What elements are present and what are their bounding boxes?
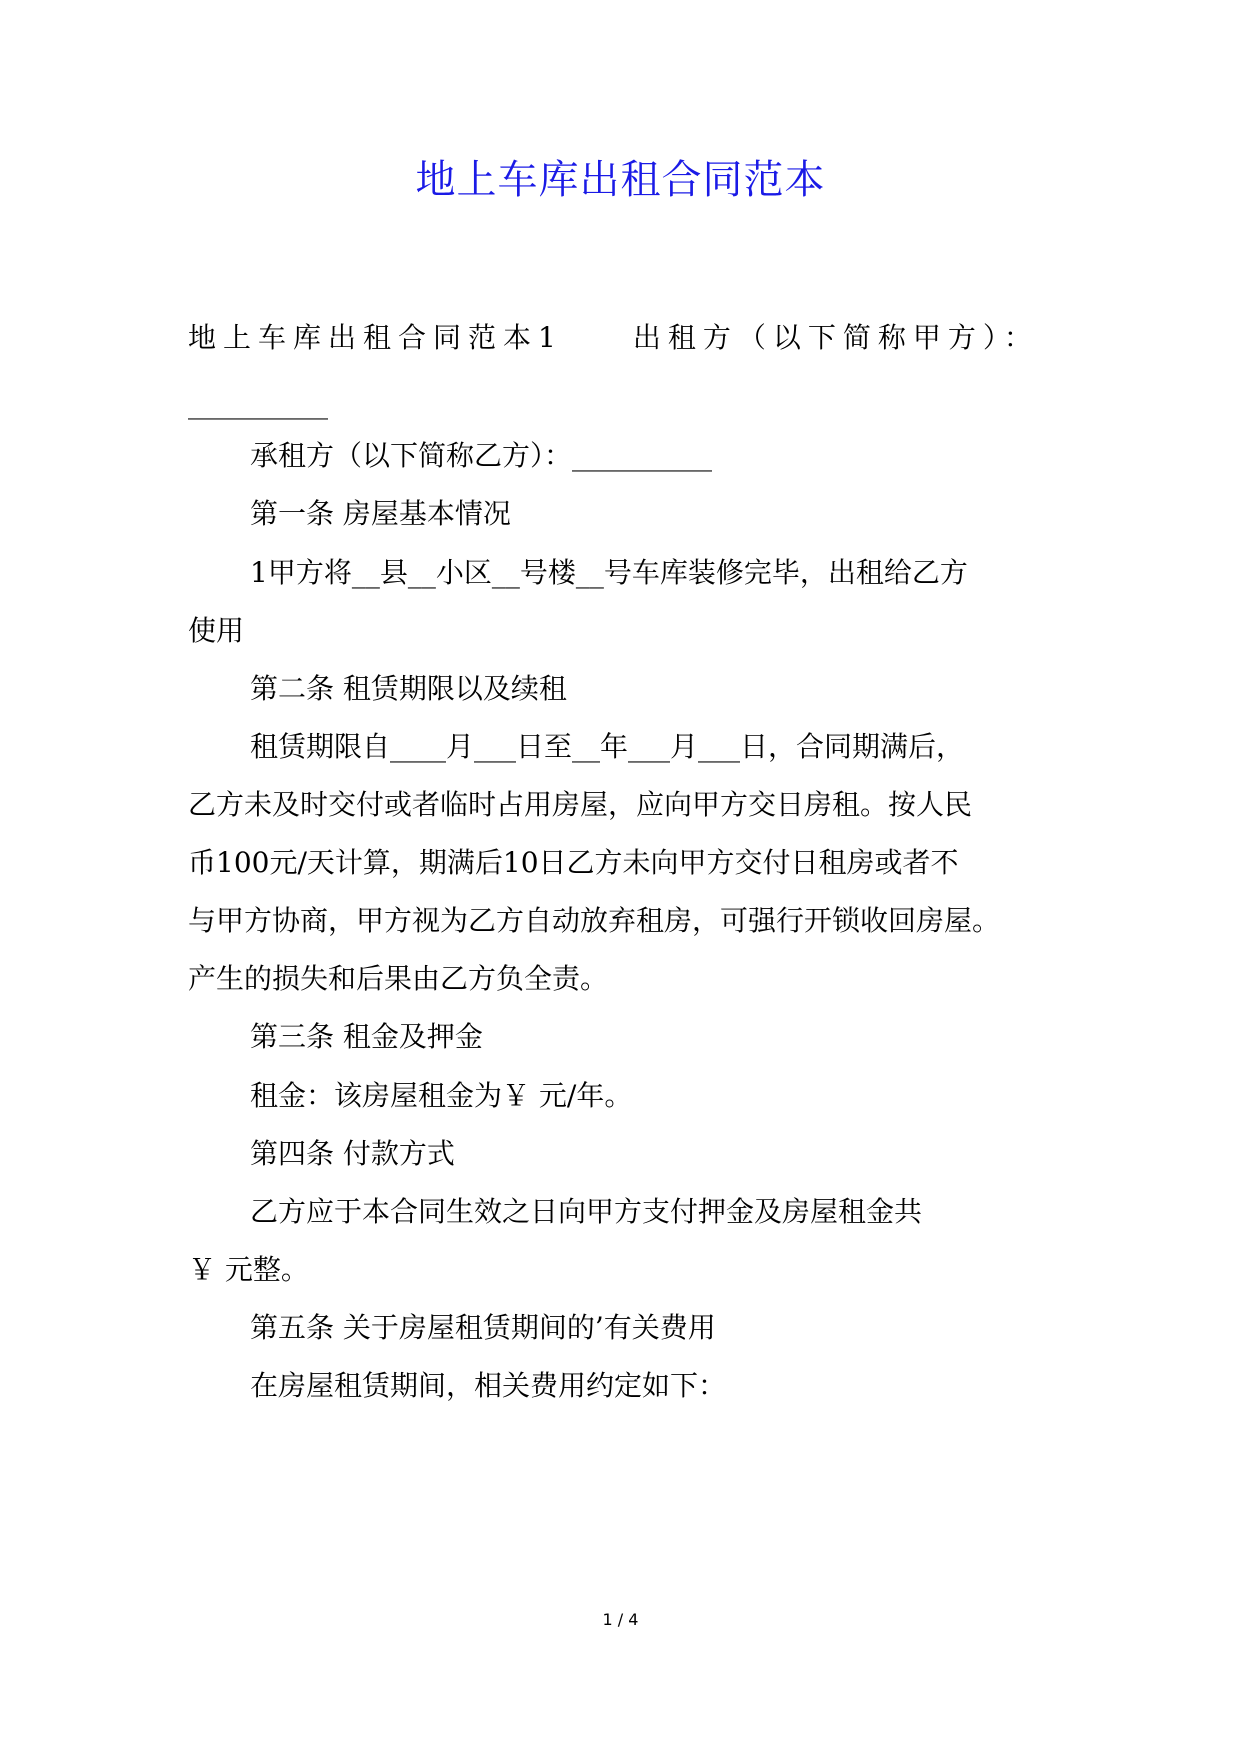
paragraph-line: ￥ 元整。 xyxy=(188,1253,309,1286)
paragraph-line: 租金：该房屋租金为￥ 元/年。 xyxy=(250,1079,633,1112)
paragraph-line: 产生的损失和后果由乙方负全责。 xyxy=(188,962,609,995)
section-heading: 第三条 租金及押金 xyxy=(250,1020,483,1053)
paragraph-line: 在房屋租赁期间，相关费用约定如下： xyxy=(250,1369,727,1402)
paragraph-line: 币100元/天计算，期满后10日乙方未向甲方交付日租房或者不 xyxy=(188,846,959,879)
section-heading: 第五条 关于房屋租赁期间的’有关费用 xyxy=(250,1311,716,1344)
paragraph-line: 租赁期限自____月___日至__年___月___日，合同期满后， xyxy=(250,730,965,763)
paragraph-line: 地上车库出租合同范本1 出租方（以下简称甲方）： xyxy=(188,321,1039,354)
document-title: 地上车库出租合同范本 xyxy=(415,157,826,203)
paragraph-line: 乙方未及时交付或者临时占用房屋，应向甲方交日房租。按人民 xyxy=(188,788,973,821)
paragraph-line: __________ xyxy=(188,387,328,420)
paragraph-line: 与甲方协商，甲方视为乙方自动放弃租房，可强行开锁收回房屋。 xyxy=(188,904,1001,937)
paragraph-line: 1甲方将__县__小区__号楼__号车库装修完毕，出租给乙方 xyxy=(250,556,968,589)
section-heading: 第一条 房屋基本情况 xyxy=(250,497,511,530)
paragraph-line: 使用 xyxy=(188,614,245,647)
section-heading: 第四条 付款方式 xyxy=(250,1137,455,1170)
paragraph-line: 乙方应于本合同生效之日向甲方支付押金及房屋租金共 xyxy=(250,1195,923,1228)
paragraph-line: 承租方（以下简称乙方）：__________ xyxy=(250,439,713,472)
section-heading: 第二条 租赁期限以及续租 xyxy=(250,672,567,705)
page-number: 1 / 4 xyxy=(602,1610,639,1629)
